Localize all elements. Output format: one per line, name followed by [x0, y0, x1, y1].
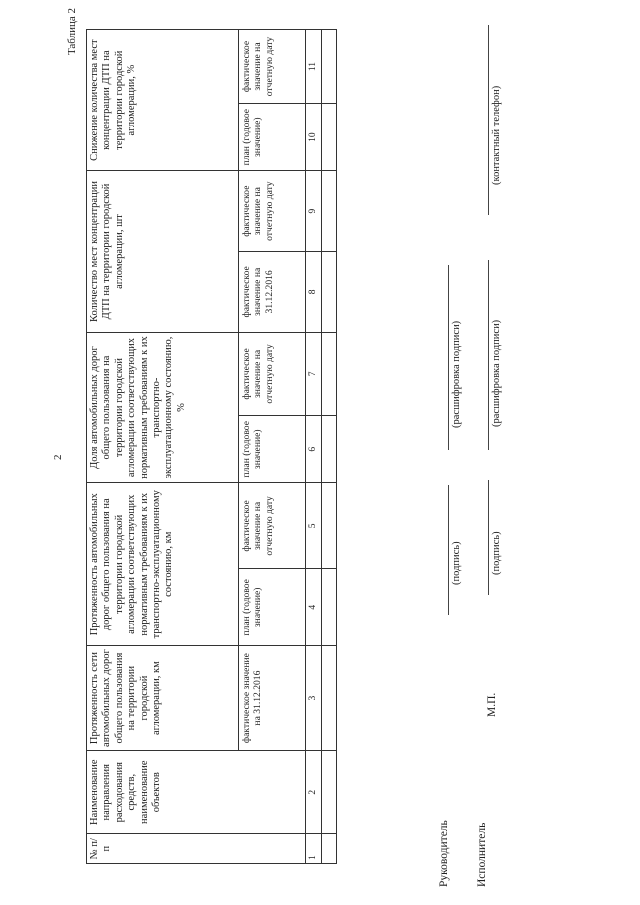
stamp-label: М.П.	[486, 692, 498, 717]
column-number: 2	[306, 751, 322, 834]
column-number: 10	[306, 104, 322, 171]
subheader-fact-current: фактическое значение на отчетную дату	[239, 483, 306, 569]
table-cell[interactable]	[322, 104, 337, 171]
table-row	[322, 30, 337, 864]
subheader-fact-2016: фактическое значение на 31.12.2016	[239, 646, 306, 751]
header-compliant-length: Протяженность автомобильных дорог общего пользования на территории городской агломерации соответствующих нормативным требованиям к их транспортно-эксплуатационному состоянию, км	[87, 483, 239, 646]
header-direction: Наименование направления расходования средств, наименование объектов	[87, 751, 306, 834]
column-number-row	[306, 30, 322, 864]
executor-decoding-line	[488, 260, 489, 450]
column-number: 5	[306, 483, 322, 569]
page-number: 2	[52, 454, 64, 460]
header-accident-spots: Количество мест концентрации ДТП на территории городской агломерации, шт	[87, 171, 239, 332]
table-subheader-row	[239, 30, 306, 864]
column-number: 3	[306, 646, 322, 751]
column-number: 6	[306, 416, 322, 483]
column-number: 4	[306, 569, 322, 646]
column-number: 1	[306, 834, 322, 864]
subheader-fact-current: фактическое значение на отчетную дату	[239, 30, 306, 104]
executor-decoding-caption: (расшифровка подписи)	[491, 319, 502, 427]
table-cell[interactable]	[322, 483, 337, 569]
table-cell[interactable]	[322, 646, 337, 751]
table-cell[interactable]	[322, 751, 337, 834]
subheader-plan: план (годовое значение)	[239, 569, 306, 646]
head-decoding-caption: (расшифровка подписи)	[451, 320, 462, 428]
table-header-row	[87, 30, 239, 864]
table-cell[interactable]	[322, 569, 337, 646]
table-caption: Таблица 2	[66, 8, 78, 56]
head-label: Руководитель	[438, 820, 450, 887]
executor-signature-caption: (подпись)	[491, 531, 502, 575]
table-cell[interactable]	[322, 416, 337, 483]
header-number: № п/п	[87, 834, 306, 864]
column-number: 7	[306, 332, 322, 415]
subheader-plan: план (годовое значение)	[239, 416, 306, 483]
report-table	[86, 29, 337, 864]
executor-phone-caption: (контактный телефон)	[491, 85, 502, 185]
subheader-fact-2016: фактическое значение на 31.12.2016	[239, 252, 306, 333]
header-accident-reduction: Снижение количества мест концентрации ДТП на территории городской агломерации, %	[87, 30, 239, 171]
header-network-length: Протяженность сети автомобильных дорог общего пользования на территории городской агломерации, км	[87, 646, 239, 751]
header-compliant-share: Доля автомобильных дорог общего пользования на территории городской агломерации соответствующих нормативным требованиям к их транспортно-эксплуатационному состоянию, %	[87, 332, 239, 483]
table-cell[interactable]	[322, 252, 337, 333]
table-cell[interactable]	[322, 834, 337, 864]
head-signature-caption: (подпись)	[451, 541, 462, 585]
subheader-fact-current: фактическое значение на отчетную дату	[239, 332, 306, 415]
table-cell[interactable]	[322, 171, 337, 252]
subheader-fact-current: фактическое значение на отчетную дату	[239, 171, 306, 252]
column-number: 9	[306, 171, 322, 252]
head-signature-line	[448, 485, 449, 615]
executor-phone-line	[488, 25, 489, 215]
head-decoding-line	[448, 265, 449, 450]
table-cell[interactable]	[322, 332, 337, 415]
subheader-plan: план (годовое значение)	[239, 104, 306, 171]
column-number: 8	[306, 252, 322, 333]
table-cell[interactable]	[322, 30, 337, 104]
executor-label: Исполнитель	[476, 822, 488, 887]
column-number: 11	[306, 30, 322, 104]
executor-signature-line	[488, 480, 489, 595]
